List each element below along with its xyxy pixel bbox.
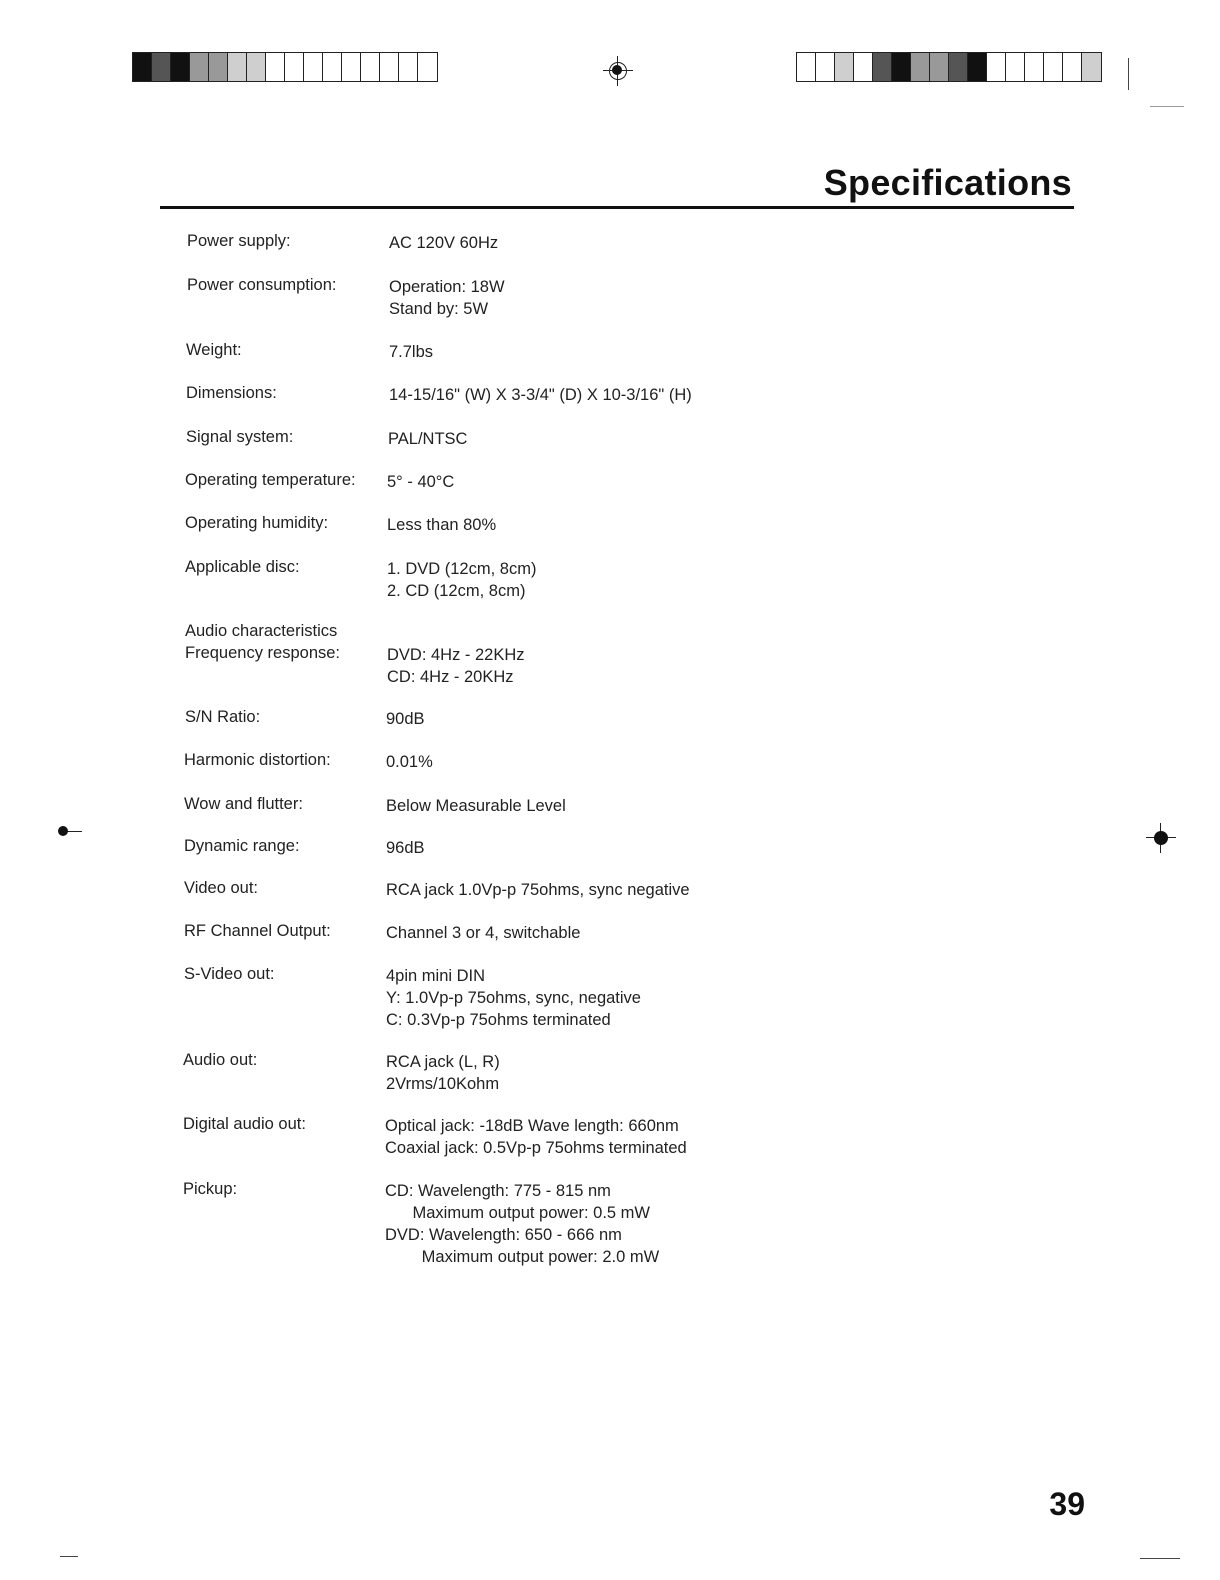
spec-value — [386, 837, 425, 859]
spec-label — [184, 963, 275, 985]
spec-value-line: CD: Wavelength: 775 - 815 nm — [385, 1182, 611, 1200]
trim-mark — [1128, 58, 1129, 90]
trim-mark — [1140, 1558, 1180, 1559]
spec-label-text: Signal system: — [186, 428, 294, 446]
spec-value — [387, 514, 496, 536]
spec-label — [184, 877, 258, 899]
spec-label-text: Operating temperature: — [185, 471, 356, 489]
spec-value — [386, 879, 690, 901]
spec-value-line: Stand by: 5W — [389, 300, 489, 318]
spec-label-text: Wow and flutter: — [184, 795, 303, 813]
spec-label — [183, 1049, 257, 1071]
spec-value-line: Less than 80% — [387, 516, 497, 534]
spec-label-text: Power supply: — [187, 232, 291, 250]
title-rule — [160, 206, 1074, 209]
registration-crosshair-right-icon — [1146, 823, 1176, 853]
spec-label — [185, 512, 328, 534]
spec-value-line: 2Vrms/10Kohm — [386, 1075, 500, 1093]
spec-value-line: CD: 4Hz - 20KHz — [387, 668, 514, 686]
spec-value-line: 90dB — [386, 710, 425, 728]
spec-value-line: Maximum output power: 2.0 mW — [385, 1248, 660, 1266]
spec-label — [183, 1178, 237, 1200]
spec-label-text: Dynamic range: — [184, 837, 300, 855]
spec-value-line: Y: 1.0Vp-p 75ohms, sync, negative — [386, 989, 641, 1007]
spec-label — [187, 274, 337, 296]
spec-label-text: Audio out: — [183, 1051, 258, 1069]
spec-label-text: Harmonic distortion: — [184, 751, 331, 769]
spec-value — [386, 1051, 500, 1095]
page-title: Specifications — [823, 162, 1072, 203]
spec-label — [187, 230, 291, 252]
spec-label — [184, 793, 303, 815]
spec-value-line: RCA jack 1.0Vp-p 75ohms, sync negative — [386, 881, 690, 899]
spec-label-text: Frequency response: — [185, 644, 341, 662]
spec-value-line: PAL/NTSC — [388, 430, 468, 448]
spec-label — [185, 620, 340, 664]
spec-value-line: Channel 3 or 4, switchable — [386, 924, 581, 942]
spec-value — [386, 708, 425, 730]
spec-label — [183, 1113, 306, 1135]
spec-value-line: RCA jack (L, R) — [386, 1053, 500, 1071]
spec-value — [387, 558, 536, 602]
spec-value — [386, 751, 433, 773]
registration-crosshair-top-icon — [603, 56, 633, 86]
spec-label — [185, 469, 356, 491]
spec-label — [184, 920, 331, 942]
spec-label-text: Pickup: — [183, 1180, 238, 1198]
spec-value — [386, 965, 641, 1031]
spec-label-text: Applicable disc: — [185, 558, 300, 576]
spec-value-line: 7.7lbs — [389, 343, 434, 361]
spec-value-line: C: 0.3Vp-p 75ohms terminated — [386, 1011, 611, 1029]
registration-bar-left — [132, 52, 438, 82]
spec-label — [185, 706, 260, 728]
spec-value-line: DVD: Wavelength: 650 - 666 nm — [385, 1226, 622, 1244]
spec-label — [186, 426, 293, 448]
spec-label-text: Weight: — [186, 341, 242, 359]
spec-value — [387, 644, 525, 688]
spec-value-line: Below Measurable Level — [386, 797, 566, 815]
spec-value-line: 0.01% — [386, 753, 433, 771]
spec-value-line: Maximum output power: 0.5 mW — [385, 1204, 650, 1222]
spec-label-text: S-Video out: — [184, 965, 275, 983]
spec-value-line: 96dB — [386, 839, 425, 857]
spec-label-text: Operating humidity: — [185, 514, 329, 532]
spec-label-text: Power consumption: — [187, 276, 337, 294]
spec-value-line: Operation: 18W — [389, 278, 505, 296]
spec-value — [386, 795, 566, 817]
spec-label-text: RF Channel Output: — [184, 922, 331, 940]
spec-value — [388, 428, 467, 450]
spec-value-line: 14-15/16" (W) X 3-3/4" (D) X 10-3/16" (H) — [389, 386, 692, 404]
registration-bar-right — [796, 52, 1102, 82]
trim-mark — [60, 1556, 78, 1557]
spec-label — [186, 339, 242, 361]
spec-label — [186, 382, 277, 404]
spec-value — [389, 232, 498, 254]
spec-value-line: 1. DVD (12cm, 8cm) — [387, 560, 537, 578]
page-number: 39 — [1049, 1486, 1085, 1522]
trim-mark — [1150, 106, 1184, 107]
spec-value — [386, 922, 580, 944]
spec-label-text: Dimensions: — [186, 384, 277, 402]
spec-value — [385, 1180, 659, 1268]
spec-value — [389, 384, 692, 406]
spec-label-text: Audio characteristics — [185, 622, 338, 640]
spec-label — [184, 835, 300, 857]
spec-value-line: DVD: 4Hz - 22KHz — [387, 646, 525, 664]
spec-value-line: 4pin mini DIN — [386, 967, 486, 985]
spec-label-text: Digital audio out: — [183, 1115, 306, 1133]
spec-value — [387, 471, 454, 493]
spec-label — [184, 749, 331, 771]
registration-crosshair-left-icon — [52, 817, 82, 847]
spec-value-line: AC 120V 60Hz — [389, 234, 499, 252]
spec-value-line: Coaxial jack: 0.5Vp-p 75ohms terminated — [385, 1139, 687, 1157]
spec-label — [185, 556, 300, 578]
spec-label-text: S/N Ratio: — [185, 708, 261, 726]
spec-value-line: Optical jack: -18dB Wave length: 660nm — [385, 1117, 679, 1135]
spec-label-text: Video out: — [184, 879, 259, 897]
spec-value — [389, 341, 433, 363]
spec-value — [389, 276, 505, 320]
spec-value — [385, 1115, 687, 1159]
spec-value-line: 5° - 40°C — [387, 473, 455, 491]
spec-value-line: 2. CD (12cm, 8cm) — [387, 582, 526, 600]
